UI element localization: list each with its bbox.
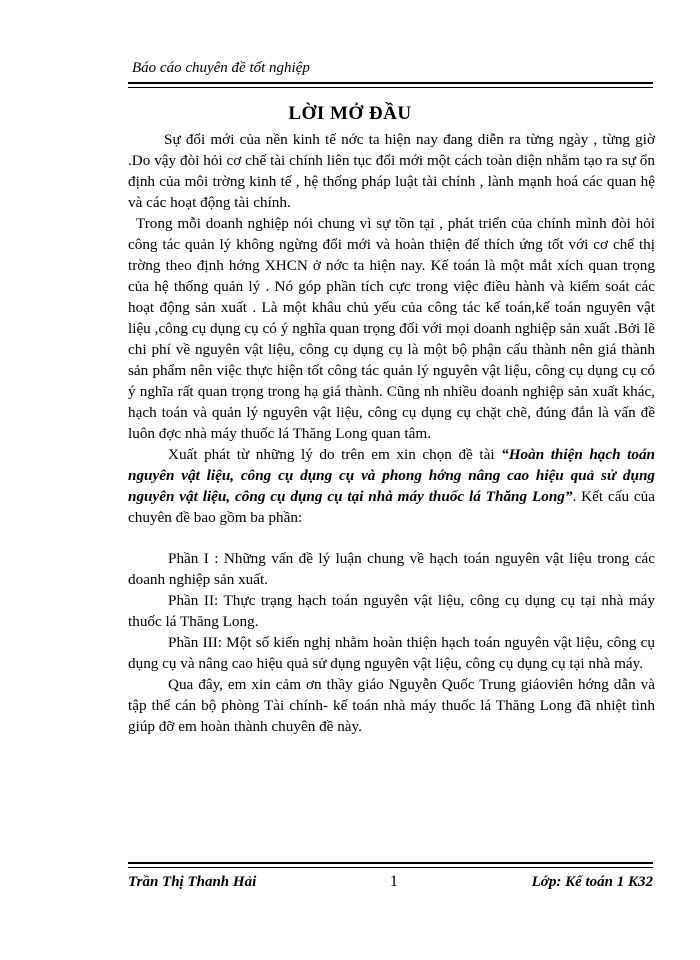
part-1: Phần I : Những vấn đề lý luận chung về hạch toán nguyên vật liệu trong các doanh nghiệp sản xuất. <box>128 550 655 588</box>
page-number: 1 <box>389 873 398 890</box>
paragraph-enterprise: Trong mỗi doanh nghiệp nói chung vì sự tồn tại , phát triển của chính mình đòi hỏi công tác quản lý không ngừng đổi mới và hoàn thiện để thích ứng tốt với cơ chế thị trờng theo định hớng XHCN ở nớc ta hiện nay. Kế toán là một mắt xích quan trọng của hệ thống quản lý . Nó góp phần tích cực trong việc điều hành và kiểm soát các hoạt động sản xuất . Là một khâu chủ yếu của công tác kế toán,kế toán nguyên vật liệu ,công cụ dụng cụ có ý nghĩa quan trọng đối với mọi doanh nghiệp sản xuất .Bởi lẽ chi phí về nguyên vật liệu, công cụ dụng cụ là một bộ phận cấu thành nên giá thành sản phẩm nên việc thực hiện tốt công tác quản lý nguyên vật liệu, công cụ dụng cụ có ý nghĩa rất quan trọng trong hạ giá thành. Cũng nh nhiều doanh nghiệp sản xuất khác, hạch toán và quản lý nguyên vật liệu, công cụ dụng cụ chặt chẽ, đúng đắn là vấn đề luôn đợc nhà máy thuốc lá Thăng Long quan tâm. <box>128 215 655 442</box>
topic-title: “Hoàn thiện hạch toán nguyên vật liệu, công cụ dụng cụ và phong hớng nâng cao hiệu quả sử dụng nguyên vật liệu, công cụ dụng cụ tại nhà máy thuốc lá Thăng Long” <box>128 446 655 505</box>
topic-lead: Xuất phát từ những lý do trên em xin chọn đề tài <box>168 446 502 463</box>
page-header <box>128 58 653 88</box>
header-rule <box>128 82 653 88</box>
document-body <box>128 129 655 737</box>
paragraph-thanks: Qua đây, em xin cảm ơn thầy giáo Nguyễn Quốc Trung giáoviên hớng dẫn và tập thể cán bộ phòng Tài chính- kế toán nhà máy thuốc lá Thăng Long đã nhiệt tình giúp đỡ em hoàn thành chuyên đề này. <box>128 676 655 735</box>
part-2: Phần II: Thực trạng hạch toán nguyên vật liệu, công cụ dụng cụ tại nhà máy thuốc lá Thăng Long. <box>128 592 655 630</box>
footer-line <box>128 868 653 891</box>
class-label: Lớp: Kế toán 1 K32 <box>531 874 653 890</box>
part-3: Phần III: Một số kiến nghị nhằm hoàn thiện hạch toán nguyên vật liệu, công cụ dụng cụ và nâng cao hiệu quả sử dụng nguyên vật liệu, công cụ dụng cụ tại nhà máy. <box>128 634 655 672</box>
document-title: LỜI MỞ ĐẦU <box>288 103 412 124</box>
header-title: Báo cáo chuyên đề tốt nghiệp <box>132 60 310 76</box>
topic-tail: . Kết cấu của chuyên đề bao gồm ba phần: <box>128 488 655 526</box>
paragraph-intro: Sự đổi mới của nền kinh tế nớc ta hiện nay đang diễn ra từng ngày , từng giờ .Do vậy đòi hỏi cơ chế tài chính liên tục đổi mới một cách toàn diện nhằm tạo ra sự ổn định của môi trờng kinh tế , hệ thống pháp luật tài chính , lành mạnh hoá các quan hệ và các hoạt động tài chính. <box>128 131 655 211</box>
author-name: Trần Thị Thanh Hải <box>128 874 257 890</box>
paragraph-gap <box>128 528 655 548</box>
paragraph-topic <box>128 444 655 528</box>
page-footer <box>128 858 653 891</box>
